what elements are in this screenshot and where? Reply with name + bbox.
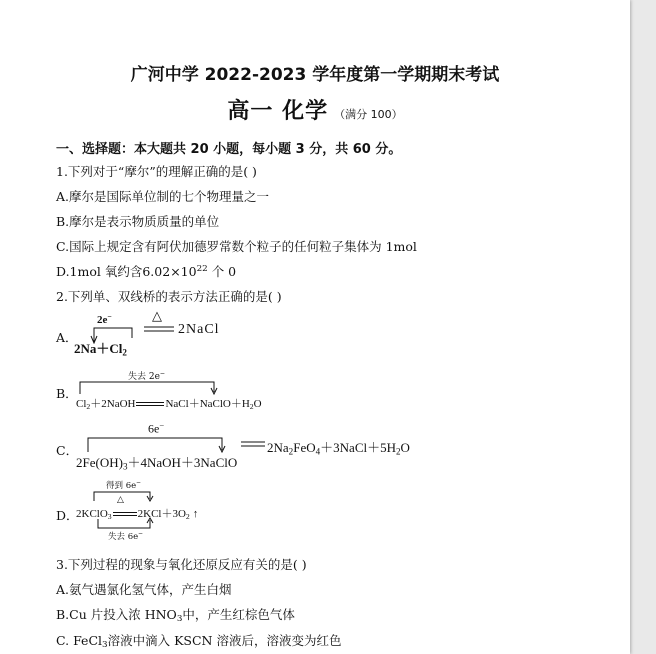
question-1-stem: 1.下列对于“摩尔”的理解正确的是( ) — [56, 164, 257, 179]
option-c-reactants: $2Fe(OH)_3+4NaOH+3NaClO$ — [76, 455, 238, 472]
question-3-option-b: B.Cu 片投入浓 $HNO_3$中，产生红棕色气体 — [56, 607, 295, 625]
option-c-equals-sign — [241, 441, 265, 449]
option-d-bottom-bridge-arrow — [88, 517, 158, 531]
option-c-bridge-arrow — [80, 434, 230, 454]
question-2-option-c-label: C． — [56, 443, 79, 458]
option-d-bottom-bridge-label: 失去 6e− — [108, 530, 144, 542]
option-a-product: 2NaCl — [178, 322, 220, 337]
question-1-option-b: B.摩尔是表示物质质量的单位 — [56, 214, 220, 229]
option-b-bridge-arrow — [74, 378, 224, 396]
option-a-electrons: 2e− — [97, 312, 112, 327]
option-a-reactants: $2Na+Cl_2$ — [74, 341, 127, 358]
option-b-equation: $Cl_2+2NaOH$ $NaCl+NaClO+H_2O$ — [76, 398, 262, 411]
question-1-option-c: C.国际上规定含有阿伏加德罗常数个粒子的任何粒子集体为 1mol — [56, 239, 417, 254]
question-2-stem: 2.下列单、双线桥的表示方法正确的是( ) — [56, 289, 282, 304]
question-2-option-d-label: D． — [56, 508, 79, 523]
option-c-bridge-label: 6e− — [148, 421, 165, 436]
option-d-top-bridge-label: 得到 6e− — [106, 479, 142, 491]
question-2-option-b-label: B． — [56, 386, 78, 401]
exam-title: 广河中学 2022-2023 学年度第一学期期末考试 — [130, 65, 500, 85]
option-d-equation: 2KClO$_3$ $2KCl+3O_2$ ↑ — [76, 508, 199, 521]
question-1-option-d — [56, 262, 236, 280]
question-3-option-a: A.氨气遇氯化氢气体，产生白烟 — [56, 582, 232, 597]
option-a-equals-sign — [144, 326, 174, 334]
option-d-heat-symbol: △ — [117, 495, 124, 505]
question-1-option-a: A.摩尔是国际单位制的七个物理量之一 — [56, 189, 270, 204]
option-a-heat-symbol: △ — [152, 309, 162, 324]
question-2-option-a-label: A． — [56, 330, 78, 345]
exam-subtitle — [0, 94, 630, 125]
option-b-bridge-label: 失去 2e− — [128, 370, 166, 382]
question-3-option-c: C. FeCl$_3$溶液中滴入 KSCN 溶液后，溶液变为红色 — [56, 633, 342, 651]
subject-title: 高一 化学 — [227, 99, 329, 124]
section-heading: 一、选择题：本大题共 20 小题，每小题 3 分，共 60 分。 — [56, 142, 402, 157]
option-c-products: $2Na_2FeO_4+3NaCl+5H_2O$ — [267, 440, 410, 457]
option-d-suffix: 个 0 — [207, 264, 237, 279]
score-note: （满分 100） — [334, 108, 403, 121]
option-d-prefix: D.1mol 氧约含 — [56, 264, 143, 279]
question-3-stem: 3.下列过程的现象与氧化还原反应有关的是( ) — [56, 557, 307, 572]
avogadro-value: $6.02\times 10^{22}$ — [142, 264, 208, 279]
